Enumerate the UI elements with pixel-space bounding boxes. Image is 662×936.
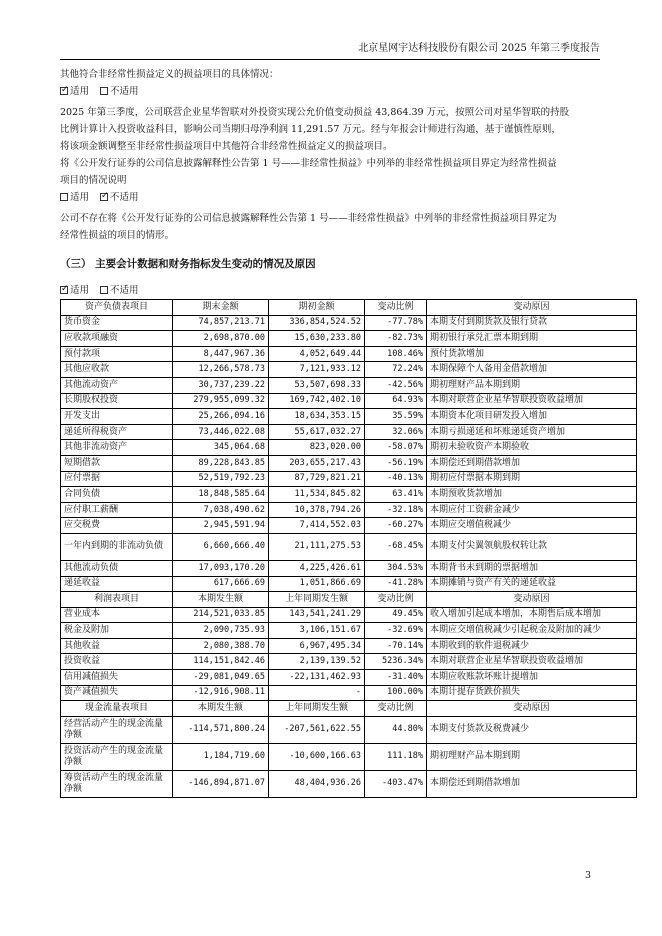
- table-cell: 25,266,094.16: [173, 409, 269, 425]
- table-cell: 应交税费: [61, 518, 173, 534]
- table-cell: 18,848,585.64: [173, 487, 269, 503]
- paragraph-line: 经常性损益的项目的情形。: [60, 230, 175, 241]
- table-cell: 3,106,151.67: [269, 623, 365, 639]
- column-header: 期末金额: [173, 300, 269, 316]
- table-cell: 2,139,139.52: [269, 654, 365, 670]
- table-cell: 8,447,967.36: [173, 346, 269, 362]
- table-cell: 52,519,792.23: [173, 471, 269, 487]
- table-row: [61, 770, 637, 797]
- table-cell: 55,617,032.27: [269, 424, 365, 440]
- table-cell: 12,266,578.73: [173, 362, 269, 378]
- table-cell: -68.45%: [365, 533, 427, 560]
- unchecked-box-icon: [100, 87, 108, 95]
- table-row: [61, 487, 637, 503]
- column-header: 变动比例: [365, 701, 427, 717]
- table-cell: 筹资活动产生的现金流量净额: [61, 770, 173, 797]
- column-header: 利润表项目: [61, 592, 173, 608]
- column-header: 变动原因: [427, 701, 637, 717]
- table-cell: -22,131,462.93: [269, 670, 365, 686]
- table-cell: 114,151,842.46: [173, 654, 269, 670]
- table-row: [61, 455, 637, 471]
- table-row: [61, 440, 637, 456]
- table-header-row: [61, 592, 637, 608]
- table-cell: 21,111,275.53: [269, 533, 365, 560]
- table-cell: 本期保障个人备用金借款增加: [427, 362, 637, 378]
- financial-changes-table: [60, 299, 637, 798]
- applicability-row-2: 适用 ✓ 不适用: [60, 189, 608, 206]
- table-cell: 7,121,933.12: [269, 362, 365, 378]
- table-cell: -40.13%: [365, 471, 427, 487]
- table-cell: 7,038,490.62: [173, 502, 269, 518]
- table-cell: 1,184,719.60: [173, 743, 269, 770]
- table-cell: 6,660,666.40: [173, 533, 269, 560]
- table-cell: 预付货款增加: [427, 346, 637, 362]
- table-cell: 63.41%: [365, 487, 427, 503]
- column-header: 现金流量表项目: [61, 701, 173, 717]
- table-cell: 本期亏损递延和坏账递延资产增加: [427, 424, 637, 440]
- table-cell: 336,854,524.52: [269, 315, 365, 331]
- column-header: 变动原因: [427, 300, 637, 316]
- table-cell: 143,541,241.29: [269, 607, 365, 623]
- table-cell: 304.53%: [365, 560, 427, 576]
- unchecked-box-icon: [60, 193, 68, 201]
- table-cell: 本期预收货款增加: [427, 487, 637, 503]
- table-cell: 本期对联营企业星华智联投资收益增加: [427, 393, 637, 409]
- table-cell: 本期应付工资薪金减少: [427, 502, 637, 518]
- table-row: [61, 670, 637, 686]
- table-cell: 2,945,591.94: [173, 518, 269, 534]
- table-row: [61, 716, 637, 743]
- table-cell: -56.19%: [365, 455, 427, 471]
- table-cell: 其他流动资产: [61, 377, 173, 393]
- table-header-row: [61, 300, 637, 316]
- checked-box-icon: [60, 286, 68, 294]
- table-cell: -77.78%: [365, 315, 427, 331]
- table-row: [61, 638, 637, 654]
- table-cell: 资产减值损失: [61, 685, 173, 701]
- table-cell: 35.59%: [365, 409, 427, 425]
- table-row: [61, 502, 637, 518]
- table-cell: 税金及附加: [61, 623, 173, 639]
- table-header-row: [61, 701, 637, 717]
- checked-box-icon: [60, 87, 68, 95]
- table-cell: 203,655,217.43: [269, 455, 365, 471]
- table-cell: 应收款项融资: [61, 331, 173, 347]
- table-cell: 预付款项: [61, 346, 173, 362]
- table-cell: 期初银行承兑汇票本期到期: [427, 331, 637, 347]
- column-header: 本期发生额: [173, 592, 269, 608]
- table-cell: 111.18%: [365, 743, 427, 770]
- table-cell: -: [269, 685, 365, 701]
- table-cell: 期初理财产品本期到期: [427, 743, 637, 770]
- unchecked-box-icon: [100, 286, 108, 294]
- checked-box-icon: [100, 193, 108, 201]
- table-row: [61, 377, 637, 393]
- table-cell: 345,064.68: [173, 440, 269, 456]
- table-cell: 货币资金: [61, 315, 173, 331]
- table-cell: -146,894,871.07: [173, 770, 269, 797]
- table-row: [61, 560, 637, 576]
- table-row: [61, 424, 637, 440]
- table-cell: 73,446,022.08: [173, 424, 269, 440]
- table-row: [61, 533, 637, 560]
- table-row: [61, 331, 637, 347]
- table-cell: -32.69%: [365, 623, 427, 639]
- table-cell: 本期收到的软件退税减少: [427, 638, 637, 654]
- table-row: [61, 518, 637, 534]
- table-cell: 信用减值损失: [61, 670, 173, 686]
- table-cell: -60.27%: [365, 518, 427, 534]
- paragraph-line: 项目的情况说明: [60, 175, 127, 186]
- table-cell: 合同负债: [61, 487, 173, 503]
- table-row: [61, 743, 637, 770]
- paragraph-line: 将该项金额调整至非经常性损益项目中其他符合非经常性损益定义的损益项目。: [60, 141, 393, 152]
- table-row: [61, 315, 637, 331]
- table-cell: 一年内到期的非流动负债: [61, 533, 173, 560]
- table-cell: 投资活动产生的现金流量净额: [61, 743, 173, 770]
- table-row: [61, 471, 637, 487]
- table-cell: 本期应交增值税减少: [427, 518, 637, 534]
- section-title: （三） 主要会计数据和财务指标发生变动的情况及原因: [60, 258, 316, 270]
- table-cell: 本期支付尖翼领航股权转让款: [427, 533, 637, 560]
- page-number: 3: [585, 870, 592, 881]
- table-cell: 5236.34%: [365, 654, 427, 670]
- table-cell: 72.24%: [365, 362, 427, 378]
- table-row: [61, 607, 637, 623]
- table-cell: 期初理财产品本期到期: [427, 377, 637, 393]
- table-cell: 本期对联营企业星华智联投资收益增加: [427, 654, 637, 670]
- page-header: [60, 42, 600, 60]
- table-cell: 其他应收款: [61, 362, 173, 378]
- table-cell: 本期应交增值税减少引起税金及附加的减少: [427, 623, 637, 639]
- page-content: [60, 66, 608, 798]
- table-cell: 长期股权投资: [61, 393, 173, 409]
- table-cell: 本期摊销与资产有关的递延收益: [427, 576, 637, 592]
- table-cell: 2,090,735.93: [173, 623, 269, 639]
- table-cell: 经营活动产生的现金流量净额: [61, 716, 173, 743]
- table-row: [61, 362, 637, 378]
- table-cell: 本期支付货款及税费减少: [427, 716, 637, 743]
- table-cell: 214,521,033.85: [173, 607, 269, 623]
- table-cell: 30,737,239.22: [173, 377, 269, 393]
- table-cell: -403.47%: [365, 770, 427, 797]
- table-cell: 其他流动负债: [61, 560, 173, 576]
- table-cell: 6,967,495.34: [269, 638, 365, 654]
- table-cell: 营业成本: [61, 607, 173, 623]
- question-text: 其他符合非经常性损益定义的损益项目的具体情况：: [60, 69, 279, 80]
- table-cell: 其他收益: [61, 638, 173, 654]
- table-cell: 短期借款: [61, 455, 173, 471]
- table-row: [61, 346, 637, 362]
- report-title: 北京星网宇达科技股份有限公司 2025 年第三季度报告: [358, 43, 600, 54]
- applicability-row-1: ✓适用 不适用: [60, 83, 608, 100]
- table-cell: 应付票据: [61, 471, 173, 487]
- table-cell: 4,225,426.61: [269, 560, 365, 576]
- column-header: 上年同期发生额: [269, 592, 365, 608]
- paragraph-line: 将《公开发行证券的公司信息披露解释性公告第 1 号——非经常性损益》中列举的非经常性损益项目界定为经常性损益: [60, 158, 557, 169]
- table-cell: 49.45%: [365, 607, 427, 623]
- column-header: 资产负债表项目: [61, 300, 173, 316]
- table-cell: -207,561,622.55: [269, 716, 365, 743]
- table-cell: 18,634,353.15: [269, 409, 365, 425]
- table-cell: -70.14%: [365, 638, 427, 654]
- table-cell: 本期应收账款坏账计提增加: [427, 670, 637, 686]
- table-row: [61, 393, 637, 409]
- table-cell: -31.40%: [365, 670, 427, 686]
- table-cell: 2,080,388.70: [173, 638, 269, 654]
- table-cell: 89,228,843.85: [173, 455, 269, 471]
- table-cell: 17,093,170.20: [173, 560, 269, 576]
- table-cell: 期初未验收资产本期验收: [427, 440, 637, 456]
- table-cell: 本期支付到期货款及银行贷款: [427, 315, 637, 331]
- table-cell: 本期偿还到期借款增加: [427, 770, 637, 797]
- table-cell: 100.00%: [365, 685, 427, 701]
- table-cell: 期初应付票据本期到期: [427, 471, 637, 487]
- paragraph-line: 公司不存在将《公开发行证券的公司信息披露解释性公告第 1 号——非经常性损益》中列举的非经常性损益项目界定为: [60, 213, 557, 224]
- table-cell: 87,729,821.21: [269, 471, 365, 487]
- table-row: [61, 409, 637, 425]
- table-cell: 64.93%: [365, 393, 427, 409]
- column-header: 变动原因: [427, 592, 637, 608]
- table-cell: 递延所得税资产: [61, 424, 173, 440]
- table-cell: -29,081,049.65: [173, 670, 269, 686]
- table-cell: -42.56%: [365, 377, 427, 393]
- table-cell: 15,630,233.80: [269, 331, 365, 347]
- table-cell: 823,020.00: [269, 440, 365, 456]
- paragraph-line: 2025 年第三季度，公司联营企业星华智联对外投资实现公允价值变动损益 43,864.39 万元，按照公司对星华智联的持股: [60, 107, 570, 118]
- table-cell: 53,507,698.33: [269, 377, 365, 393]
- table-cell: 10,378,794.26: [269, 502, 365, 518]
- table-cell: 108.46%: [365, 346, 427, 362]
- column-header: 期初金额: [269, 300, 365, 316]
- table-row: [61, 685, 637, 701]
- table-cell: -58.07%: [365, 440, 427, 456]
- table-cell: 本期计提存货跌价损失: [427, 685, 637, 701]
- table-cell: 1,051,866.69: [269, 576, 365, 592]
- table-cell: 应付职工薪酬: [61, 502, 173, 518]
- table-cell: 其他非流动资产: [61, 440, 173, 456]
- table-cell: 2,698,870.00: [173, 331, 269, 347]
- paragraph-line: 比例计算计入投资收益科目，影响公司当期归母净利润 11,291.57 万元。经与年报会计师进行沟通，基于谨慎性原则，: [60, 124, 561, 135]
- table-cell: 48,404,936.26: [269, 770, 365, 797]
- table-cell: 4,052,649.44: [269, 346, 365, 362]
- table-cell: 本期背书未到期的票据增加: [427, 560, 637, 576]
- table-cell: 44.80%: [365, 716, 427, 743]
- table-cell: 本期资本化项目研发投入增加: [427, 409, 637, 425]
- table-cell: 本期偿还到期借款增加: [427, 455, 637, 471]
- table-cell: -114,571,800.24: [173, 716, 269, 743]
- table-cell: -32.18%: [365, 502, 427, 518]
- table-cell: 169,742,402.10: [269, 393, 365, 409]
- table-cell: 74,857,213.71: [173, 315, 269, 331]
- table-cell: 投资收益: [61, 654, 173, 670]
- table-cell: 279,955,099.32: [173, 393, 269, 409]
- table-cell: 617,666.69: [173, 576, 269, 592]
- table-cell: 开发支出: [61, 409, 173, 425]
- applicability-row-3: ✓适用 不适用: [60, 282, 608, 299]
- table-row: [61, 654, 637, 670]
- table-cell: 11,534,845.82: [269, 487, 365, 503]
- table-cell: 32.06%: [365, 424, 427, 440]
- table-cell: -82.73%: [365, 331, 427, 347]
- table-cell: 递延收益: [61, 576, 173, 592]
- table-row: [61, 623, 637, 639]
- table-cell: -12,916,908.11: [173, 685, 269, 701]
- column-header: 变动比例: [365, 300, 427, 316]
- column-header: 上年同期发生额: [269, 701, 365, 717]
- table-row: [61, 576, 637, 592]
- table-cell: 收入增加引起成本增加，本期售后成本增加: [427, 607, 637, 623]
- column-header: 变动比例: [365, 592, 427, 608]
- table-cell: 7,414,552.03: [269, 518, 365, 534]
- table-cell: -41.28%: [365, 576, 427, 592]
- column-header: 本期发生额: [173, 701, 269, 717]
- table-cell: -10,600,166.63: [269, 743, 365, 770]
